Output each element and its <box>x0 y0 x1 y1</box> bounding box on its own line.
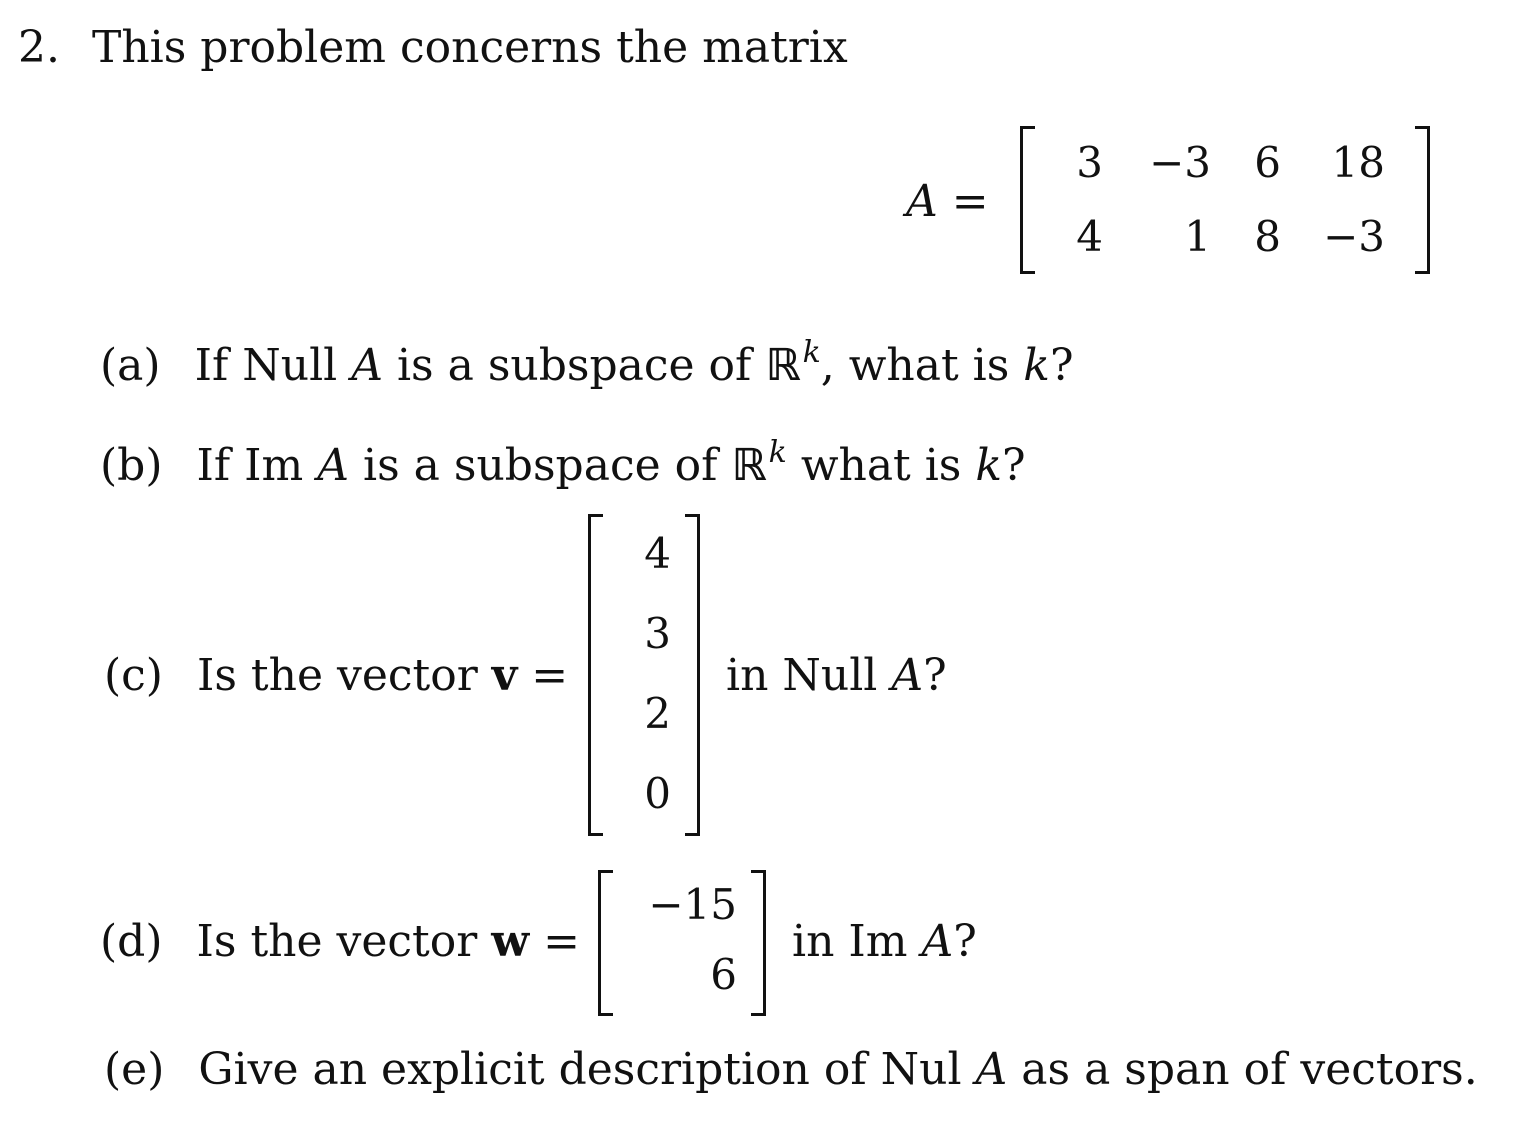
matrix-lhs: A = <box>906 176 989 227</box>
part-e-text-2: as a span of vectors. <box>1007 1044 1478 1095</box>
part-d-label: (d) <box>100 916 163 967</box>
part-e-text-1: Give an explicit description of Nul <box>198 1044 976 1095</box>
part-a-text-4: ? <box>1049 340 1074 391</box>
part-d-var-A: A <box>921 916 954 967</box>
part-d-text-3: ? <box>953 916 977 967</box>
matrix-a <box>1020 126 1430 274</box>
part-b-var-k: k <box>975 440 1003 491</box>
part-d-prefix <box>100 916 580 967</box>
part-d-vector-w: w <box>491 916 530 967</box>
matrix-entry: 4 <box>1076 212 1103 261</box>
part-b-var-A: A <box>317 440 350 491</box>
part-c-suffix <box>726 650 947 701</box>
right-bracket <box>751 870 766 1016</box>
vector-w-cells <box>613 870 751 1016</box>
part-c-text-3: ? <box>923 650 947 701</box>
part-d-equals: = <box>529 916 580 967</box>
part-e-label: (e) <box>104 1044 165 1095</box>
matrix-entry: 1 <box>1184 212 1211 261</box>
part-b-reals: ℝ <box>731 440 767 491</box>
vector-entry: 3 <box>644 609 671 658</box>
matrix-entry: 3 <box>1076 138 1103 187</box>
part-c-text-2: in Null <box>726 650 892 701</box>
part-b-text-2: is a subspace of <box>349 440 732 491</box>
part-a-label: (a) <box>100 340 161 391</box>
part-b-label: (b) <box>100 440 163 491</box>
part-b <box>100 435 1026 491</box>
part-e-var-A: A <box>975 1044 1008 1095</box>
part-a-text-2: is a subspace of <box>382 340 766 391</box>
part-c-equals: = <box>517 650 569 701</box>
part-d-text-1: Is the vector <box>196 916 492 967</box>
right-bracket <box>685 514 700 836</box>
vector-entry: 4 <box>644 529 671 578</box>
part-c-vector-v: v <box>491 650 518 701</box>
part-b-text-1: If Im <box>196 440 318 491</box>
part-a-var-A: A <box>351 340 383 391</box>
part-c-var-A: A <box>891 650 924 701</box>
vector-entry: 0 <box>644 769 671 818</box>
part-a <box>100 335 1074 391</box>
right-bracket <box>1415 126 1430 274</box>
vector-v-cells <box>603 514 685 836</box>
vector-entry: 6 <box>710 950 737 999</box>
part-e <box>104 1044 1478 1095</box>
part-d-suffix <box>792 916 977 967</box>
problem-heading <box>18 22 848 73</box>
part-b-text-3: what is <box>786 440 976 491</box>
part-b-text-4: ? <box>1002 440 1026 491</box>
part-c-label: (c) <box>104 650 163 701</box>
problem-intro: This problem concerns the matrix <box>91 22 848 73</box>
vector-entry: −15 <box>648 880 737 929</box>
vector-w <box>598 870 766 1016</box>
left-bracket <box>588 514 603 836</box>
part-b-exponent: k <box>768 435 787 470</box>
matrix-entry: 6 <box>1254 138 1281 187</box>
part-a-reals: ℝ <box>765 340 801 391</box>
vector-v <box>588 514 700 836</box>
left-bracket <box>1020 126 1035 274</box>
matrix-entry: 8 <box>1254 212 1281 261</box>
part-d-text-2: in Im <box>792 916 922 967</box>
part-a-text-1: If Null <box>194 340 352 391</box>
part-c-text-1: Is the vector <box>196 650 492 701</box>
part-a-text-3: , what is <box>820 340 1024 391</box>
matrix-entry: −3 <box>1323 212 1385 261</box>
matrix-a-cells <box>1035 126 1415 274</box>
matrix-entry: 18 <box>1331 138 1385 187</box>
part-a-var-k: k <box>1023 340 1050 391</box>
left-bracket <box>598 870 613 1016</box>
problem-number: 2. <box>18 22 60 73</box>
part-a-exponent: k <box>802 335 821 370</box>
part-c-prefix <box>104 650 569 701</box>
matrix-entry: −3 <box>1149 138 1211 187</box>
vector-entry: 2 <box>644 689 671 738</box>
